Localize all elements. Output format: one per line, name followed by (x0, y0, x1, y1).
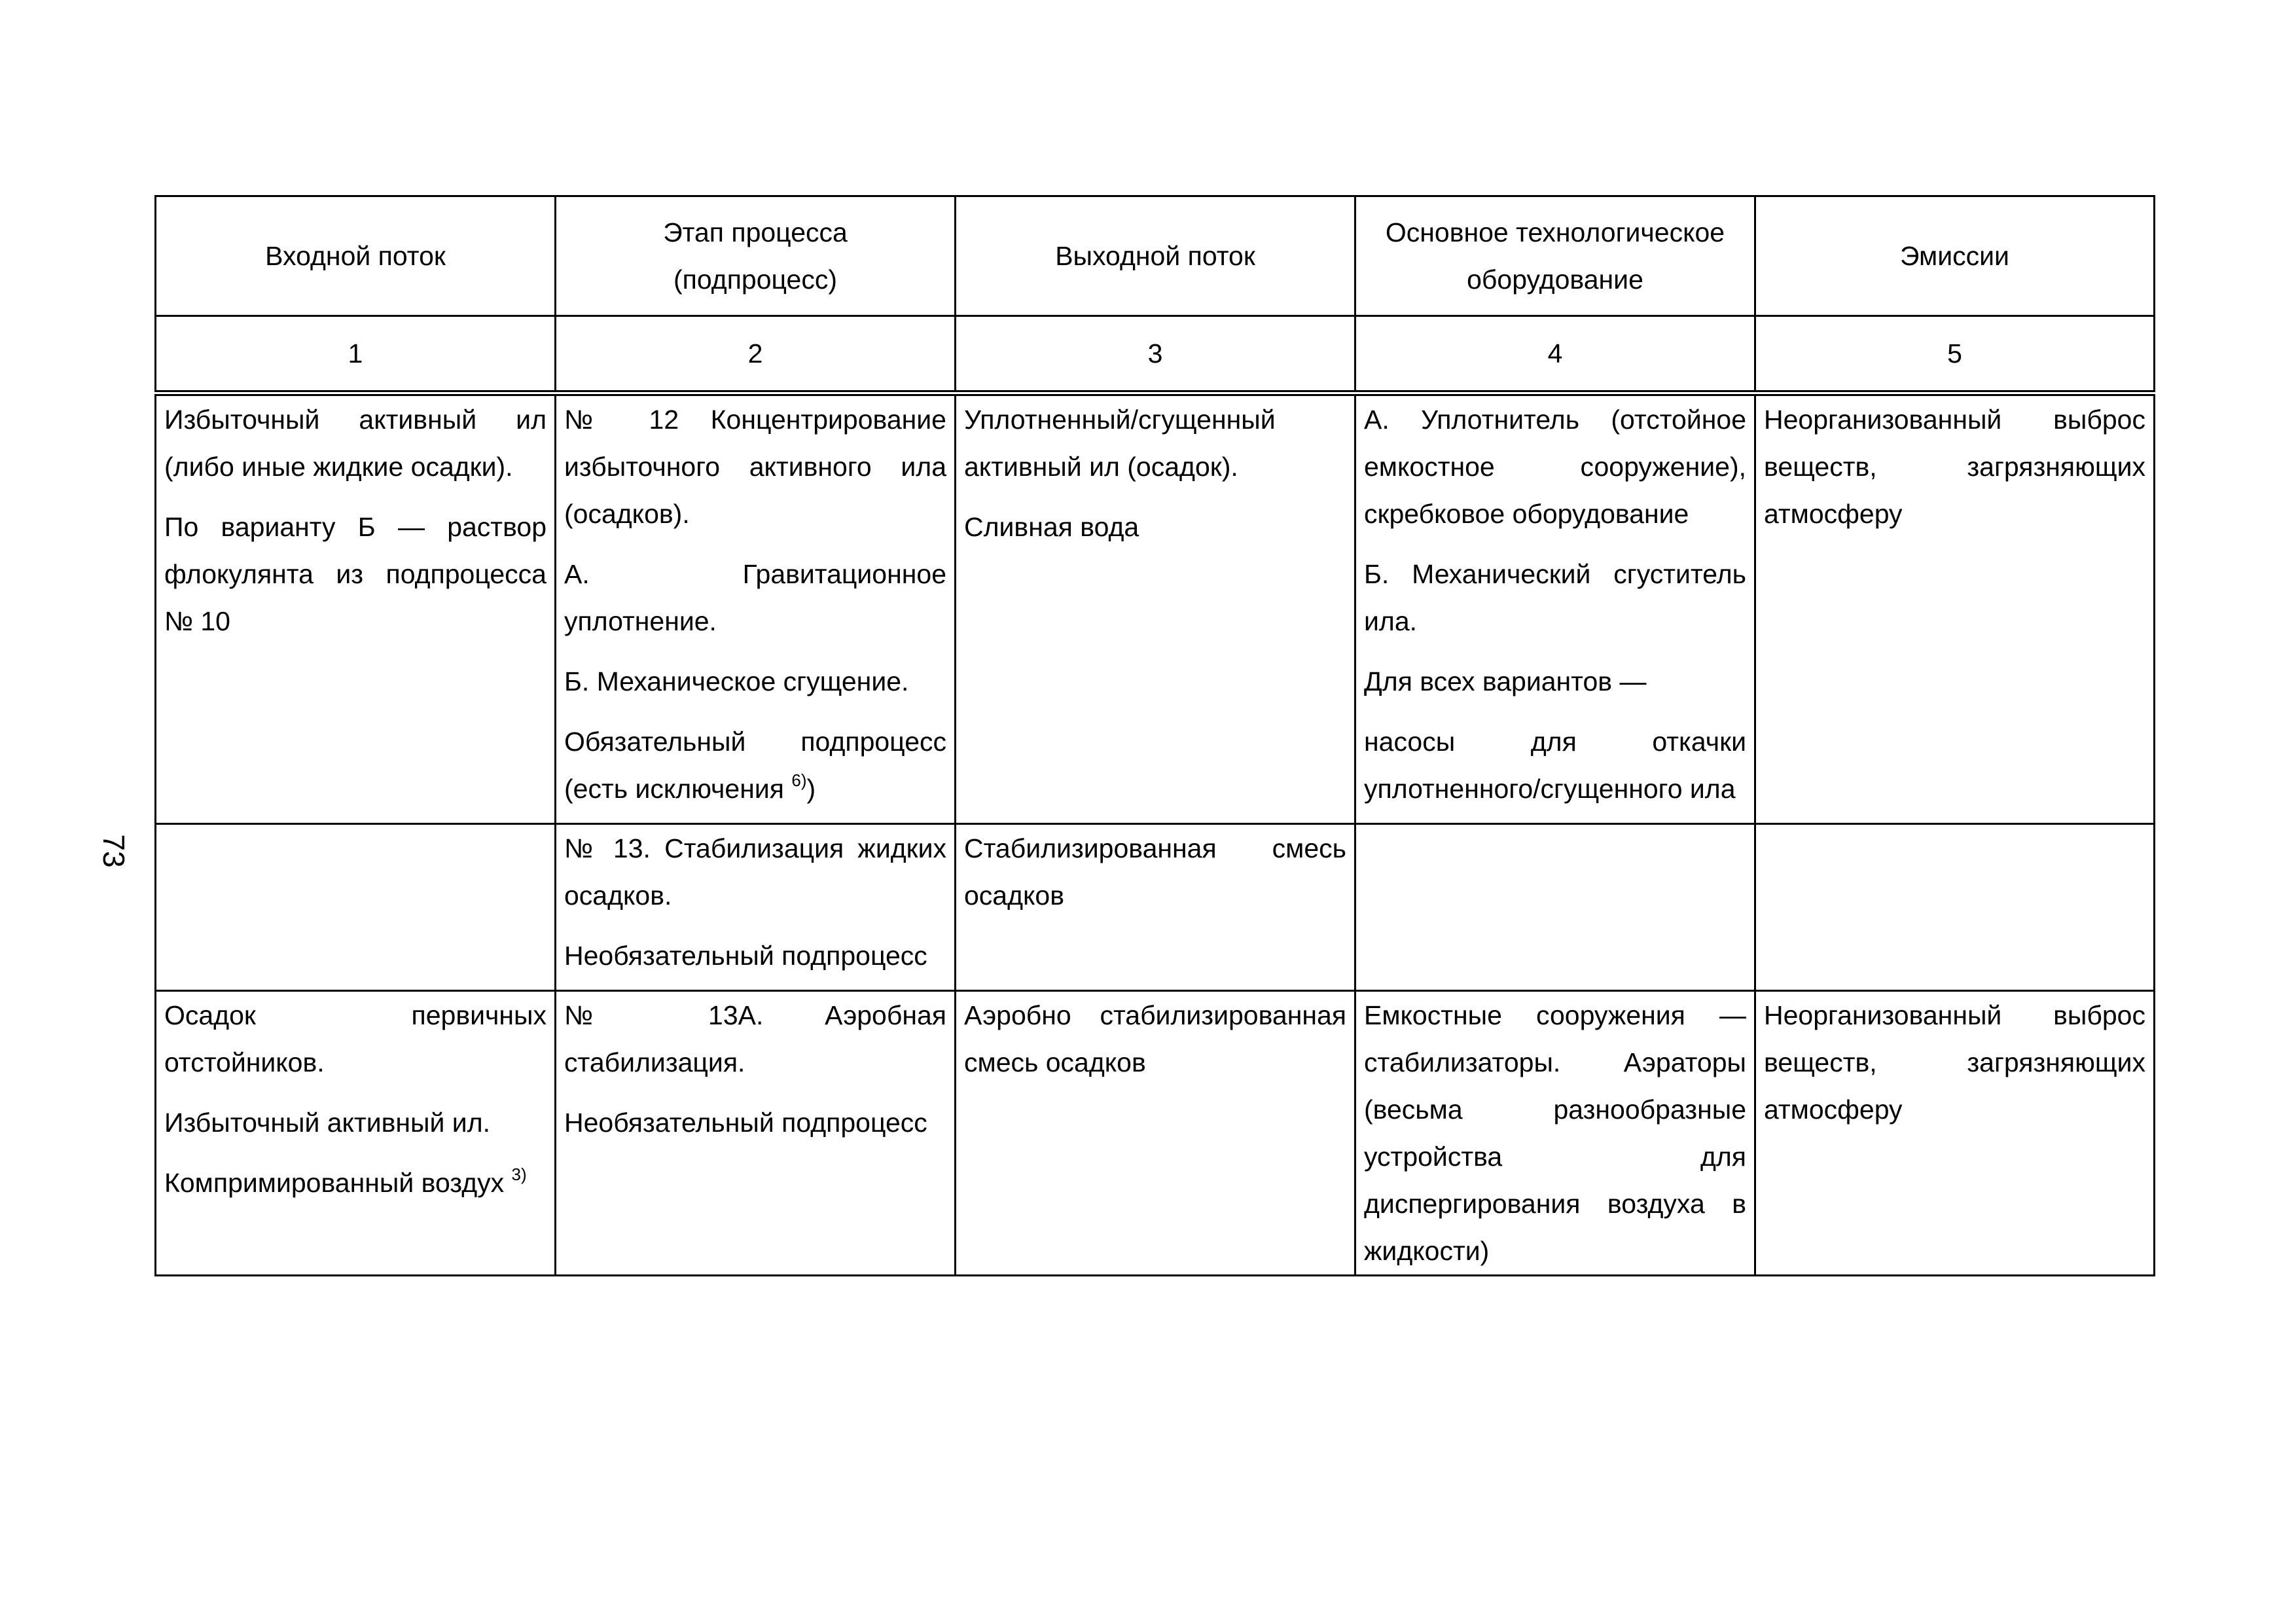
cell-stage: № 12 Концентрирование избыточного активного ила (осадков). А. Гравитационное уплотнение. Б. Механическое сгущение. Обязательный подпроцесс (есть исключения $^{6)}$) (556, 393, 956, 824)
cell-emissions (1755, 824, 2155, 991)
column-number-row (156, 316, 2155, 393)
page-number: 73 (97, 834, 131, 868)
cell-emissions: Неорганизованный выброс веществ, загрязняющих атмосферу (1755, 393, 2155, 824)
column-number: 2 (556, 316, 956, 393)
table-row (156, 393, 2155, 824)
footnote-ref: 3) (511, 1164, 527, 1184)
header-equipment: Основное технологическое оборудование (1355, 196, 1755, 316)
table-row (156, 991, 2155, 1276)
cell-equipment (1355, 824, 1755, 991)
header-row (156, 196, 2155, 316)
cell-input (156, 824, 556, 991)
cell-input: Избыточный активный ил (либо иные жидкие осадки). По варианту Б — раствор флокулянта из подпроцесса № 10 (156, 393, 556, 824)
cell-equipment: А. Уплотнитель (отстойное емкостное сооружение), скребковое оборудование Б. Механический сгуститель ила. Для всех вариантов — насосы для откачки уплотненного/сгущенного ила (1355, 393, 1755, 824)
column-number: 1 (156, 316, 556, 393)
column-number: 3 (956, 316, 1355, 393)
column-number: 5 (1755, 316, 2155, 393)
cell-output: Аэробно стабилизированная смесь осадков (956, 991, 1355, 1276)
cell-emissions: Неорганизованный выброс веществ, загрязняющих атмосферу (1755, 991, 2155, 1276)
footnote-ref: 6) (791, 770, 807, 790)
header-output-flow: Выходной поток (956, 196, 1355, 316)
header-process-stage: Этап процесса (подпроцесс) (556, 196, 956, 316)
header-emissions: Эмиссии (1755, 196, 2155, 316)
cell-output: Стабилизированная смесь осадков (956, 824, 1355, 991)
table-row (156, 824, 2155, 991)
cell-equipment: Емкостные сооружения — стабилизаторы. Аэраторы (весьма разнообразные устройства для диспергирования воздуха в жидкости) (1355, 991, 1755, 1276)
cell-output: Уплотненный/сгущенный активный ил (осадок). Сливная вода (956, 393, 1355, 824)
header-input-flow: Входной поток (156, 196, 556, 316)
column-number: 4 (1355, 316, 1755, 393)
process-table (154, 195, 2155, 1276)
cell-stage: № 13. Стабилизация жидких осадков. Необязательный подпроцесс (556, 824, 956, 991)
cell-input: Осадок первичных отстойников. Избыточный активный ил. Компримированный воздух $^{3)}$ (156, 991, 556, 1276)
cell-stage: № 13А. Аэробная стабилизация. Необязательный подпроцесс (556, 991, 956, 1276)
